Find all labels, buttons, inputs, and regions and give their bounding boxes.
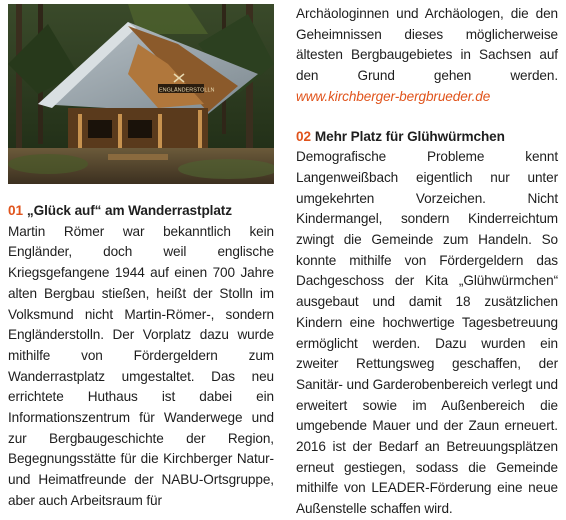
article2-heading <box>296 127 558 148</box>
article2-title: Mehr Platz für Glühwürmchen <box>314 128 505 144</box>
article1-body: Martin Römer war bekanntlich kein Engländer, doch weil englische Kriegsgefangene 1944 auf einen 700 Jahre alten Bergbau stießen, heißt der Stolln im Volksmund nicht Martin-Römer-, sondern Engländerstolln. Der Vorplatz dazu wurde mithilfe von Fördergeldern zum Wanderrastplatz umgestaltet. Das neu errichtete Huthaus ist dabei ein Informationszentrum für Wanderwege und zur Bergbaugeschichte der Region, Begegnungsstätte für die Kirchberger Natur- und Heimatfreunde der NABU-Ortsgruppe, aber auch Arbeitsraum für <box>8 223 274 508</box>
article2-body: Demografische Probleme kennt Langenweißbach eigentlich nur unter umgekehrten Vorzeichen. Nicht Kindermangel, sondern Kinderreichtum zwingt die Gemeinde zum Handeln. So konnte mithilfe von Fördergeldern das Dachgeschoss der Kita „Glühwürmchen“ ausgebaut und damit 18 zusätzlichen Kindern eine hochwertige Tagesbetreuung ermöglicht werden. Dazu wurden ein zweiter Rettungsweg geschaffen, der Sanitär- und Garderobenbereich verlegt und erweitert sowie im Außenbereich die umgebende Mauer und der Zaun erneuert. 2016 ist der Bedarf an Betreuungsplätzen erneut gestiegen, sodass die Gemeinde mithilfe von LEADER-Förderung eine neue Außenstelle schaffen wird. <box>296 149 558 517</box>
hut-photo <box>8 4 274 184</box>
left-column <box>8 201 274 512</box>
article1-heading <box>8 201 274 222</box>
right-column <box>296 4 558 520</box>
hut-sign-text: ENGLÄNDERSTOLLN <box>159 87 215 94</box>
article1-number: 01 <box>8 203 23 218</box>
article2-number: 02 <box>296 128 311 144</box>
article1-link[interactable]: www.kirchberger-bergbrueder.de <box>296 88 491 104</box>
article1-title: „Glück auf“ am Wanderrastplatz <box>26 203 232 218</box>
article1-continuation <box>296 4 558 108</box>
article1-continuation-text: Archäologinnen und Archäologen, die den Geheimnissen dieses möglicherweise ältesten Bergbaugebietes in Sachsen auf den Grund gehen werden. <box>296 6 558 84</box>
